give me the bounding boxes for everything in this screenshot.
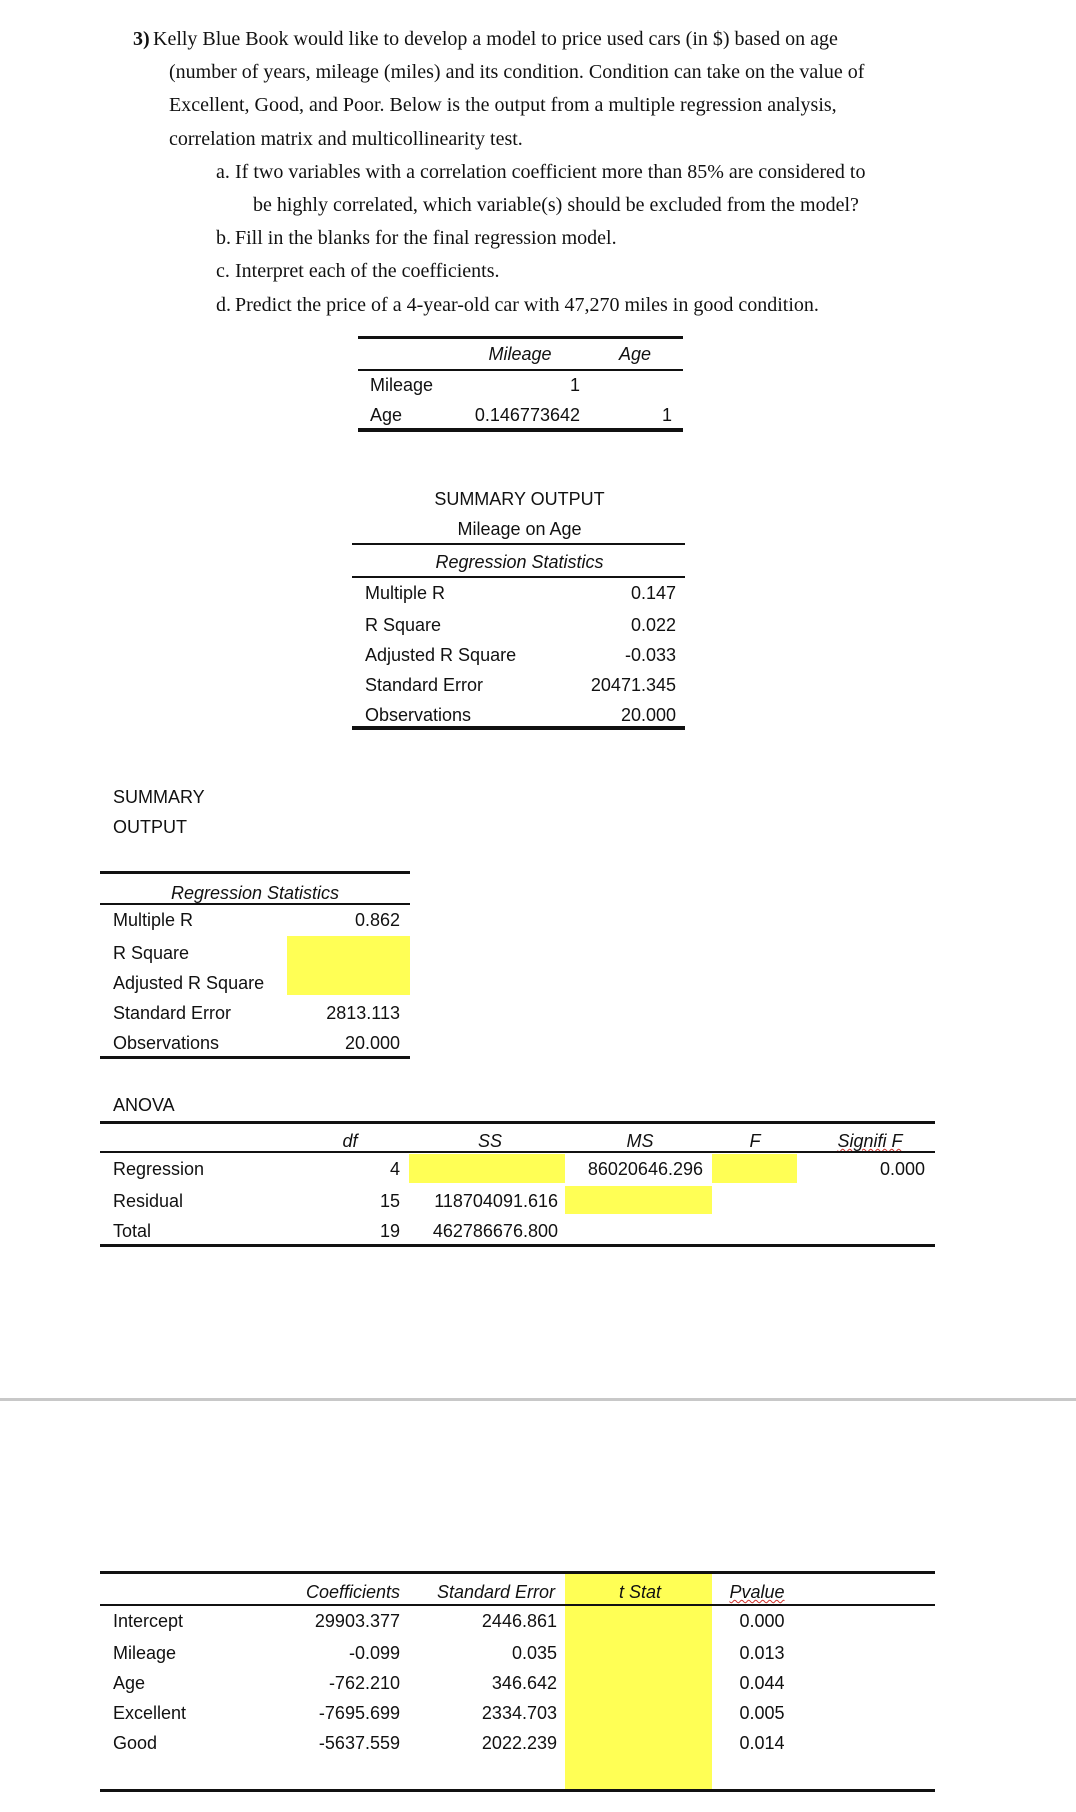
coef-pvalue: 0.014 — [739, 1733, 785, 1753]
coef-se: 0.035 — [511, 1643, 557, 1663]
correlation-row-label: Age — [370, 405, 403, 425]
summary-title-line-1: SUMMARY — [113, 787, 205, 807]
anova-header-ss: SS — [477, 1131, 502, 1151]
summary-stat-label: R Square — [113, 943, 190, 963]
mileage-age-stat-value: 0.147 — [630, 583, 676, 603]
summary-blank-highlight — [287, 936, 410, 995]
mileage-age-bottom-rule — [352, 726, 685, 730]
mileage-age-title: SUMMARY OUTPUT — [434, 489, 605, 509]
coef-header-coefficients: Coefficients — [305, 1582, 400, 1602]
part-a-line-1: If two variables with a correlation coefficient more than 85% are considered to — [235, 161, 866, 183]
anova-header-rule — [100, 1151, 935, 1153]
coef-value: -0.099 — [348, 1643, 400, 1663]
coef-row-label: Good — [113, 1733, 158, 1753]
mileage-age-stat-label: Standard Error — [365, 675, 484, 695]
coef-se: 2446.861 — [481, 1611, 557, 1631]
anova-row-label: Regression — [113, 1159, 205, 1179]
summary-stats-header: Regression Statistics — [170, 883, 340, 903]
anova-df: 19 — [379, 1221, 400, 1241]
mileage-age-stat-value: 20.000 — [620, 705, 676, 725]
coef-value: -7695.699 — [318, 1703, 400, 1723]
page-separator — [0, 1398, 1076, 1401]
anova-top-rule — [100, 1121, 935, 1124]
correlation-bottom-rule — [358, 428, 683, 432]
coef-value: 29903.377 — [314, 1611, 400, 1631]
mileage-age-top-rule — [352, 543, 685, 545]
coef-value: -762.210 — [328, 1673, 400, 1693]
anova-sig: 0.000 — [879, 1159, 925, 1179]
anova-ss-blank-highlight — [409, 1154, 565, 1183]
anova-ss: 118704091.616 — [434, 1191, 558, 1211]
coef-se: 346.642 — [491, 1673, 557, 1693]
coef-pvalue: 0.044 — [739, 1673, 785, 1693]
summary-bottom-rule — [100, 1056, 410, 1059]
anova-df: 4 — [389, 1159, 400, 1179]
coef-value: -5637.559 — [318, 1733, 400, 1753]
anova-header-ms: MS — [626, 1131, 654, 1151]
coef-pvalue: 0.005 — [739, 1703, 785, 1723]
coef-row-label: Intercept — [113, 1611, 184, 1631]
summary-stat-value: 2813.113 — [326, 1003, 400, 1023]
correlation-cell: 1 — [661, 405, 672, 425]
anova-row-label: Residual — [113, 1191, 184, 1211]
mileage-age-header-rule — [352, 576, 685, 578]
summary-stat-label: Standard Error — [113, 1003, 232, 1023]
coef-pvalue: 0.013 — [739, 1643, 785, 1663]
part-b-line-1: Fill in the blanks for the final regression model. — [235, 227, 617, 249]
coefficients-top-rule — [100, 1571, 935, 1574]
anova-df: 15 — [379, 1191, 400, 1211]
part-c-line-1: Interpret each of the coefficients. — [235, 260, 500, 282]
summary-stat-value: 20.000 — [344, 1033, 400, 1053]
question-intro-line-2: (number of years, mileage (miles) and its condition. Condition can take on the value of — [169, 61, 865, 83]
coef-header-standard-error: Standard Error — [436, 1582, 555, 1602]
coefficients-bottom-rule — [100, 1789, 935, 1792]
summary-header-rule — [100, 903, 410, 905]
part-b-label: b. — [216, 227, 231, 249]
mileage-age-stat-label: Adjusted R Square — [365, 645, 517, 665]
anova-header-significance-f: Signifi F — [837, 1131, 903, 1151]
anova-f-blank-highlight — [712, 1154, 797, 1183]
coefficients-header-rule — [100, 1604, 935, 1606]
anova-row-label: Total — [113, 1221, 152, 1241]
tstat-blank-highlight — [565, 1574, 712, 1789]
question-number: 3) — [133, 28, 150, 50]
mileage-age-stat-value: 20471.345 — [590, 675, 676, 695]
summary-stat-label: Multiple R — [113, 910, 194, 930]
coef-row-label: Excellent — [113, 1703, 187, 1723]
anova-header-df: df — [342, 1131, 358, 1151]
correlation-header-mileage: Mileage — [488, 344, 552, 364]
correlation-cell: 1 — [569, 375, 580, 395]
anova-ss: 462786676.800 — [432, 1221, 558, 1241]
mileage-age-stat-value: -0.033 — [624, 645, 676, 665]
mileage-age-stat-label: Observations — [365, 705, 472, 725]
anova-ms: 86020646.296 — [587, 1159, 703, 1179]
summary-stat-label: Observations — [113, 1033, 220, 1053]
mileage-age-stat-label: R Square — [365, 615, 442, 635]
mileage-age-stat-value: 0.022 — [630, 615, 676, 635]
part-c-label: c. — [216, 260, 230, 282]
correlation-header-rule — [358, 369, 683, 371]
coef-row-label: Age — [113, 1673, 146, 1693]
mileage-age-stat-label: Multiple R — [365, 583, 446, 603]
coef-header-t-stat: t Stat — [618, 1582, 662, 1602]
coef-row-label: Mileage — [113, 1643, 177, 1663]
question-intro-line-4: correlation matrix and multicollinearity test. — [169, 128, 523, 150]
question-intro-line-3: Excellent, Good, and Poor. Below is the output from a multiple regression analysis, — [169, 94, 837, 116]
correlation-row-label: Mileage — [370, 375, 434, 395]
coef-pvalue: 0.000 — [739, 1611, 785, 1631]
summary-stat-label: Adjusted R Square — [113, 973, 265, 993]
summary-title-line-2: OUTPUT — [113, 817, 187, 837]
part-a-line-2: be highly correlated, which variable(s) should be excluded from the model? — [253, 194, 859, 216]
coef-se: 2334.703 — [481, 1703, 557, 1723]
anova-ms-blank-highlight — [565, 1186, 712, 1214]
part-d-line-1: Predict the price of a 4-year-old car with 47,270 miles in good condition. — [235, 294, 819, 316]
coef-header-pvalue: Pvalue — [729, 1582, 785, 1602]
anova-title: ANOVA — [113, 1095, 175, 1115]
correlation-header-age: Age — [618, 344, 652, 364]
mileage-age-subtitle: Mileage on Age — [457, 519, 582, 539]
part-a-label: a. — [216, 161, 230, 183]
anova-bottom-rule — [100, 1244, 935, 1247]
anova-header-f: F — [749, 1131, 761, 1151]
summary-stat-value: 0.862 — [354, 910, 400, 930]
correlation-cell: 0.146773642 — [474, 405, 580, 425]
question-intro-line-1: Kelly Blue Book would like to develop a model to price used cars (in $) based on age — [153, 28, 838, 50]
summary-top-rule — [100, 871, 410, 874]
coef-se: 2022.239 — [481, 1733, 557, 1753]
part-d-label: d. — [216, 294, 231, 316]
mileage-age-stats-header: Regression Statistics — [435, 552, 604, 572]
correlation-top-rule — [358, 336, 683, 339]
